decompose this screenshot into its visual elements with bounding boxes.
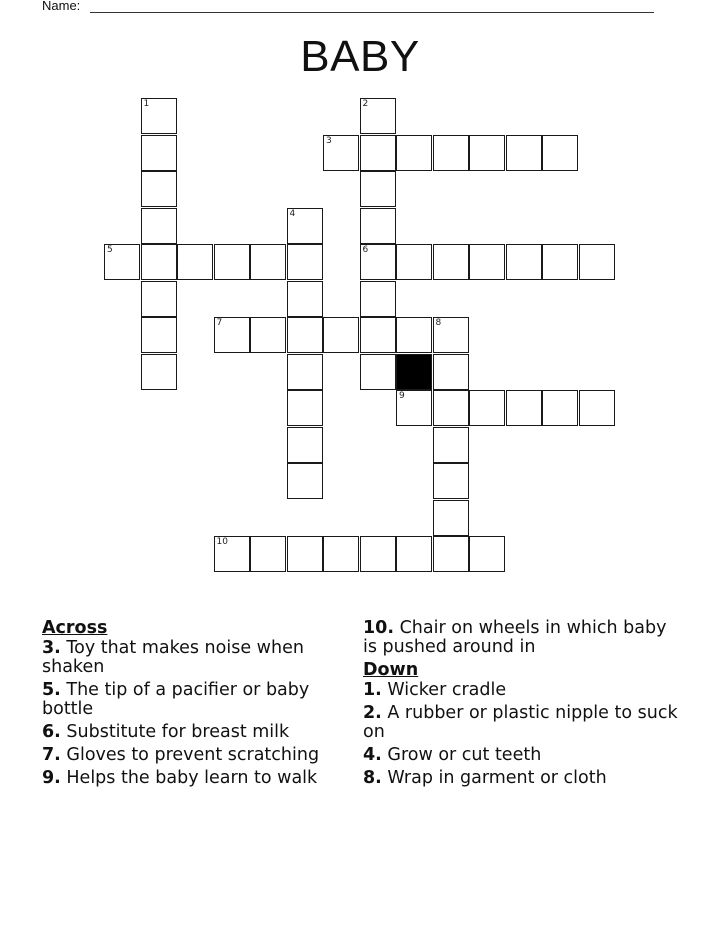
grid-cell[interactable] <box>579 244 615 280</box>
grid-cell[interactable] <box>542 244 578 280</box>
name-label: Name: <box>42 0 81 13</box>
clue-item-number: 8. <box>363 768 382 788</box>
grid-cell[interactable] <box>396 536 432 572</box>
clue-number: 5 <box>107 245 113 255</box>
puzzle-title: BABY <box>300 32 420 81</box>
grid-cell[interactable] <box>506 244 542 280</box>
down-heading: Down <box>363 660 419 680</box>
grid-cell[interactable] <box>141 98 177 134</box>
across-clue-list <box>42 639 342 788</box>
clue-item <box>363 681 683 700</box>
grid-cell[interactable] <box>433 463 469 499</box>
grid-cell[interactable] <box>396 135 432 171</box>
grid-cell[interactable] <box>433 536 469 572</box>
grid-cell[interactable] <box>506 390 542 426</box>
grid-cell[interactable] <box>506 135 542 171</box>
clue-item <box>363 769 683 788</box>
grid-cell[interactable] <box>360 171 396 207</box>
clue-number: 9 <box>399 391 405 401</box>
clue-item <box>42 746 342 765</box>
grid-cell[interactable] <box>469 135 505 171</box>
grid-cell[interactable] <box>214 317 250 353</box>
grid-cell[interactable] <box>469 536 505 572</box>
grid-cell[interactable] <box>141 354 177 390</box>
grid-cell[interactable] <box>469 244 505 280</box>
clue-item-number: 4. <box>363 745 382 765</box>
clue-item-text: Substitute for breast milk <box>60 722 290 742</box>
grid-cell[interactable] <box>287 463 323 499</box>
clue-item <box>42 639 342 677</box>
clue-item-text: Gloves to prevent scratching <box>60 745 320 765</box>
grid-cell[interactable] <box>141 135 177 171</box>
clue-number: 10 <box>216 537 228 547</box>
clue-item-number: 5. <box>42 680 61 700</box>
clue-number: 8 <box>435 318 442 328</box>
grid-cell[interactable] <box>433 317 469 353</box>
clue-item-text: Chair on wheels in which baby is pushed around in <box>363 618 667 657</box>
across-clue-list-continued <box>363 619 683 657</box>
clue-number: 4 <box>289 208 296 219</box>
grid-cell[interactable] <box>287 427 323 463</box>
clue-item-text: A rubber or plastic nipple to suck on <box>363 703 678 742</box>
clue-item-text: The tip of a pacifier or baby bottle <box>42 680 310 719</box>
clue-number: 3 <box>326 135 332 146</box>
clue-item-text: Wicker cradle <box>381 680 507 700</box>
grid-cell[interactable] <box>433 354 469 390</box>
grid-cell[interactable] <box>250 244 286 280</box>
clue-item <box>42 723 342 742</box>
grid-cell[interactable] <box>433 427 469 463</box>
grid-cell[interactable] <box>396 317 432 353</box>
grid-cell[interactable] <box>250 536 286 572</box>
grid-cell[interactable] <box>214 244 250 280</box>
grid-cell[interactable] <box>396 244 432 280</box>
clue-item-text: Grow or cut teeth <box>381 745 542 765</box>
grid-cell[interactable] <box>287 536 323 572</box>
grid-cell[interactable] <box>360 98 396 134</box>
grid-cell[interactable] <box>141 208 177 244</box>
grid-cell[interactable] <box>360 354 396 390</box>
clue-item-text: Helps the baby learn to walk <box>60 768 318 788</box>
grid-cell[interactable] <box>104 244 140 280</box>
grid-cell[interactable] <box>287 354 323 390</box>
grid-cell[interactable] <box>360 281 396 317</box>
grid-cell[interactable] <box>360 208 396 244</box>
clues-right-column <box>363 619 683 792</box>
grid-cell[interactable] <box>287 208 323 244</box>
grid-cell[interactable] <box>542 390 578 426</box>
clue-item <box>363 704 683 742</box>
clue-item-number: 2. <box>363 703 382 723</box>
clue-item-text: Wrap in garment or cloth <box>381 768 607 788</box>
clue-item-number: 10. <box>363 618 395 638</box>
grid-cell[interactable] <box>287 244 323 280</box>
grid-cell-black <box>396 354 432 390</box>
clue-item <box>363 746 683 765</box>
grid-cell[interactable] <box>141 171 177 207</box>
down-clue-list <box>363 681 683 788</box>
clue-item <box>42 681 342 719</box>
grid-cell[interactable] <box>433 244 469 280</box>
clue-item <box>363 619 683 657</box>
grid-cell[interactable] <box>360 536 396 572</box>
grid-cell[interactable] <box>323 536 359 572</box>
clues-left-column <box>42 619 342 792</box>
clue-item <box>42 769 342 788</box>
clue-item-number: 1. <box>363 680 382 700</box>
clue-number: 6 <box>362 245 369 255</box>
grid-cell[interactable] <box>360 244 396 280</box>
grid-cell[interactable] <box>141 281 177 317</box>
clue-item-number: 7. <box>42 745 61 765</box>
grid-cell[interactable] <box>323 317 359 353</box>
clue-item-text: Toy that makes noise when shaken <box>42 638 304 677</box>
grid-cell[interactable] <box>433 500 469 536</box>
grid-cell[interactable] <box>360 317 396 353</box>
clue-item-number: 3. <box>42 638 61 658</box>
clue-item-number: 9. <box>42 768 61 788</box>
grid-cell[interactable] <box>542 135 578 171</box>
grid-cell[interactable] <box>141 317 177 353</box>
grid-cell[interactable] <box>250 317 286 353</box>
grid-cell[interactable] <box>287 317 323 353</box>
grid-cell[interactable] <box>579 390 615 426</box>
grid-cell[interactable] <box>214 536 250 572</box>
clue-number: 1 <box>143 99 150 109</box>
grid-cell[interactable] <box>396 390 432 426</box>
clue-number: 2 <box>362 99 369 109</box>
grid-cell[interactable] <box>287 390 323 426</box>
grid-cell[interactable] <box>323 135 359 171</box>
clue-item-number: 6. <box>42 722 61 742</box>
grid-cell[interactable] <box>141 244 177 280</box>
grid-cell[interactable] <box>177 244 213 280</box>
grid-cell[interactable] <box>433 135 469 171</box>
grid-cell[interactable] <box>433 390 469 426</box>
clue-number: 7 <box>216 318 223 328</box>
across-heading: Across <box>42 618 108 638</box>
grid-cell[interactable] <box>360 135 396 171</box>
grid-cell[interactable] <box>287 281 323 317</box>
grid-cell[interactable] <box>469 390 505 426</box>
